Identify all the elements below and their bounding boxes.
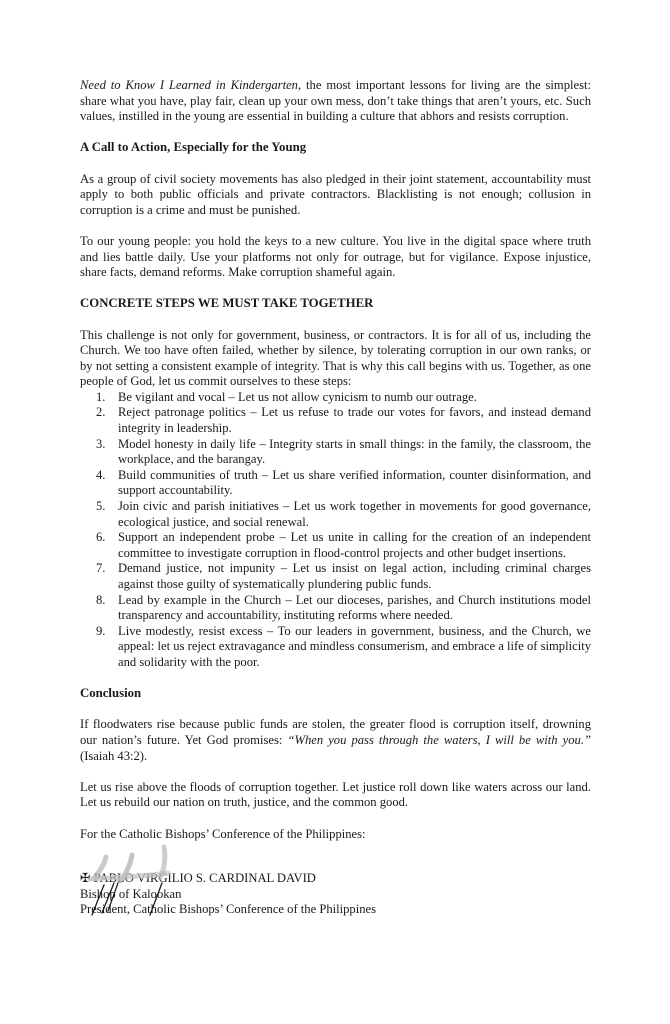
list-item-text: Reject patronage politics – Let us refuse to trade our votes for favors, and instead demand integrity in leadership. [118, 405, 591, 436]
book-title: Need to Know I Learned in Kindergarten [80, 78, 298, 92]
signatory-name: PABLO VIRGILIO S. CARDINAL DAVID [93, 871, 316, 886]
conclusion-heading: Conclusion [80, 686, 142, 701]
list-number: 5. [96, 499, 106, 514]
steps-list [80, 390, 591, 671]
signatory-position: President, Catholic Bishops’ Conference of the Philippines [80, 901, 377, 916]
concrete-steps-heading: CONCRETE STEPS WE MUST TAKE TOGETHER [80, 296, 374, 311]
signature-block [80, 871, 591, 917]
list-number: 1. [96, 389, 106, 404]
list-item-text: Model honesty in daily life – Integrity starts in small things: in the family, the classroom, the workplace, and the barangay. [118, 436, 591, 467]
list-item-text: Live modestly, resist excess – To our leaders in government, business, and the Church, we appeal: let us reject extravagance and mindless consumerism, and embrace a life of simplicity and solidarity with the poor. [118, 623, 591, 669]
list-number: 6. [96, 530, 106, 545]
list-number: 8. [96, 592, 106, 607]
list-number: 2. [96, 405, 106, 420]
document-page [80, 78, 591, 917]
list-number: 3. [96, 436, 106, 451]
scripture-quote: “When you pass through the waters, I will be with you.” [287, 732, 591, 747]
list-item [80, 561, 591, 592]
list-item [80, 405, 591, 436]
list-item [80, 530, 591, 561]
call-to-action-heading: A Call to Action, Especially for the Young [80, 140, 307, 155]
cross-icon: ✠ [80, 871, 91, 886]
conclusion-paragraph-1 [80, 717, 591, 764]
conclusion-text: If floodwaters rise because public funds are stolen, the greater flood is corruption itself, drowning our nation’s future. Yet God promises: [80, 717, 591, 747]
list-item-text: Be vigilant and vocal – Let us not allow cynicism to numb our outrage. [118, 389, 477, 404]
list-number: 7. [96, 561, 106, 576]
list-item [80, 499, 591, 530]
scripture-citation: (Isaiah 43:2). [80, 748, 148, 763]
list-number: 9. [96, 623, 106, 638]
list-item-text: Demand justice, not impunity – Let us insist on legal action, including criminal charges against those guilty of systematically plundering public funds. [118, 561, 591, 591]
list-item-text: Support an independent probe – Let us unite in calling for the creation of an independent committee to investigate corruption in flood-control projects and other budget insertions. [118, 530, 591, 560]
list-item-text: Build communities of truth – Let us share verified information, counter disinformation, and support accountability. [118, 467, 591, 498]
conclusion-paragraph-3: For the Catholic Bishops’ Conference of the Philippines: [80, 826, 366, 841]
list-item [80, 437, 591, 468]
intro-text: , the most important lessons for living are the simplest: share what you have, play fair, clean up your own mess, don’t take things that aren’t yours, etc. Such values, instilled in the young are essential in building a culture that abhors and resists corruption. [80, 78, 591, 124]
list-number: 4. [96, 467, 106, 482]
intro-paragraph [80, 78, 591, 125]
concrete-steps-intro: This challenge is not only for government, business, or contractors. It is for all of us, including the Church. We too have often failed, whether by silence, by tolerating corruption in our own ranks, or by not setting a consistent example of integrity. That is why this call begins with us. Together, as one people of God, let us commit ourselves to these steps: [80, 327, 591, 389]
signatory-title: Bishop of Kalookan [80, 886, 182, 901]
list-item [80, 390, 591, 406]
list-item [80, 593, 591, 624]
signatory-name-line [80, 871, 591, 886]
list-item [80, 624, 591, 671]
conclusion-paragraph-2: Let us rise above the floods of corruption together. Let justice roll down like waters across our land. Let us rebuild our nation on truth, justice, and the common good. [80, 779, 591, 810]
list-item-text: Lead by example in the Church – Let our dioceses, parishes, and Church institutions model transparency and accountability, instituting reforms where needed. [118, 592, 591, 623]
list-item [80, 468, 591, 499]
civil-society-paragraph: As a group of civil society movements has also pledged in their joint statement, accountability must apply to both public officials and private contractors. Blacklisting is not enough; collusion in corruption is a crime and must be punished. [80, 171, 591, 217]
list-item-text: Join civic and parish initiatives – Let us work together in movements for good governance, ecological justice, and social renewal. [118, 499, 591, 529]
young-people-paragraph: To our young people: you hold the keys to a new culture. You live in the digital space where truth and lies battle daily. Use your platforms not only for outrage, but for vigilance. Expose injustice, share facts, demand reforms. Make corruption shameful again. [80, 233, 591, 280]
